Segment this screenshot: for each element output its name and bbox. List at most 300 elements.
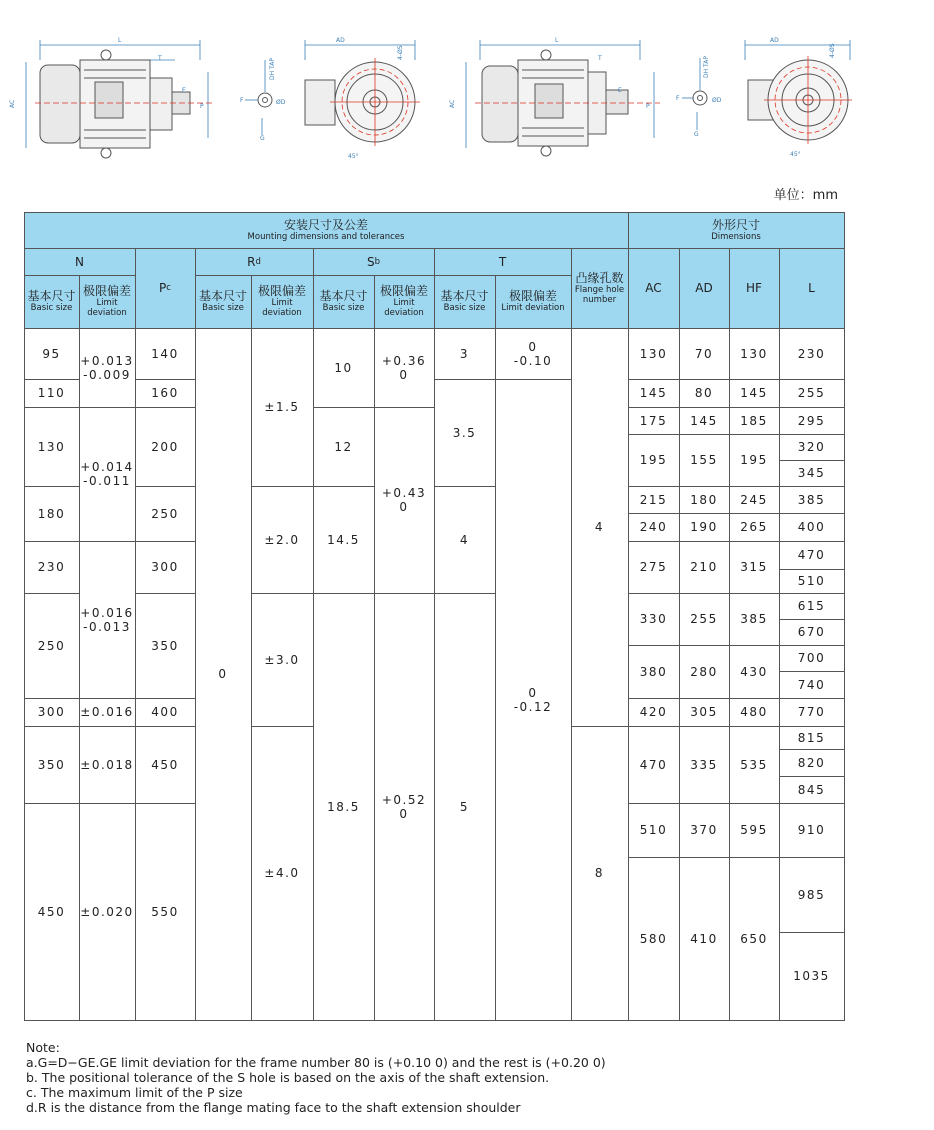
AD-value: 280	[690, 664, 718, 679]
dim-label-DHTAP-left: DH TAP	[269, 58, 276, 80]
L-cell	[779, 460, 845, 487]
dim-label-angle-right: 45°	[790, 151, 801, 158]
L-cell	[779, 619, 845, 646]
T-dev-lower: -0.10	[513, 353, 553, 368]
mounting-header	[24, 212, 629, 249]
header-R-basic	[195, 275, 252, 329]
N-dev-cell	[79, 328, 136, 408]
AD-value: 335	[690, 757, 718, 772]
L-value: 345	[797, 466, 826, 480]
T-basic-cell	[434, 593, 496, 1021]
L-cell	[779, 434, 845, 461]
header-S-sup: b	[374, 256, 381, 267]
HF-cell	[729, 726, 780, 804]
HF-cell	[729, 857, 780, 1021]
N-basic-value: 180	[37, 506, 66, 521]
L-cell	[779, 698, 845, 727]
dim-label-F-left: F	[240, 97, 244, 104]
AD-cell	[679, 486, 730, 514]
S-dev-upper: +0.43	[381, 486, 427, 500]
header-N-basic-en: Basic size	[30, 303, 73, 313]
L-cell	[779, 645, 845, 672]
header-T-limit-en: Limit deviation	[501, 303, 565, 313]
L-value: 255	[797, 386, 826, 400]
dimension-table	[24, 212, 844, 1020]
L-value: 320	[797, 440, 826, 454]
N-dev-lower: -0.009	[83, 367, 131, 382]
N-dev-lower: -0.011	[83, 474, 131, 488]
header-T-basic	[434, 275, 496, 329]
note-c: c. The maximum limit of the P size	[26, 1085, 243, 1100]
note-d: d.R is the distance from the flange mating face to the shaft extension shoulder	[26, 1100, 521, 1115]
L-value: 385	[797, 492, 826, 507]
header-S-limit-en: Limit deviation	[384, 298, 424, 318]
header-R-limit	[251, 275, 314, 329]
header-S-basic-en: Basic size	[322, 303, 365, 313]
L-cell	[779, 486, 845, 514]
dim-label-L-right: L	[555, 37, 559, 44]
N-basic-value: 130	[37, 439, 66, 454]
R-dev-value: ±2.0	[264, 532, 300, 547]
header-S-limit	[374, 275, 435, 329]
L-value: 820	[797, 755, 826, 770]
HF-cell	[729, 593, 780, 646]
header-N-basic	[24, 275, 80, 329]
L-value: 845	[797, 782, 826, 797]
AC-value: 510	[639, 823, 668, 837]
L-value: 815	[797, 730, 826, 745]
N-basic-value: 300	[37, 705, 66, 719]
S-dev-cell	[374, 407, 435, 594]
dim-label-F-right: F	[676, 95, 680, 102]
L-value: 295	[797, 413, 826, 428]
T-basic-value: 5	[459, 799, 470, 814]
S-basic-cell	[313, 593, 375, 1021]
S-basic-cell	[313, 407, 375, 487]
T-basic-cell	[434, 328, 496, 380]
AC-value: 130	[639, 346, 668, 361]
N-basic-cell	[24, 593, 80, 699]
HF-value: 195	[740, 453, 768, 467]
header-S-limit-zh: 极限偏差	[379, 284, 428, 298]
AC-value: 275	[639, 560, 668, 574]
L-cell	[779, 593, 845, 620]
S-dev-cell	[374, 328, 435, 408]
P-value: 450	[151, 757, 179, 772]
notes-section	[26, 1040, 606, 1115]
N-basic-cell	[24, 803, 80, 1021]
T-dev-cell	[495, 328, 572, 380]
AC-cell	[628, 593, 680, 646]
L-value: 510	[797, 574, 826, 588]
flange-holes-cell	[571, 328, 629, 727]
dim-label-D-right: ØD	[712, 97, 722, 104]
T-basic-value: 4	[459, 532, 470, 547]
header-R-sup: d	[255, 256, 261, 267]
R-dev-cell	[251, 328, 314, 487]
T-dev-cell	[495, 379, 572, 1021]
motor-drawings	[0, 0, 934, 180]
AD-value: 180	[690, 492, 718, 507]
L-value: 770	[797, 705, 826, 719]
N-basic-cell	[24, 726, 80, 804]
P-cell	[135, 803, 196, 1021]
AC-cell	[628, 513, 680, 542]
mounting-header-zh: 安装尺寸及公差	[283, 217, 368, 232]
AD-cell	[679, 803, 730, 858]
T-basic-cell	[434, 486, 496, 594]
HF-cell	[729, 541, 780, 594]
header-N-limit-en: Limit deviation	[87, 298, 127, 318]
N-dev-upper: +0.016	[80, 605, 134, 620]
header-T-basic-zh: 基本尺寸	[440, 289, 489, 303]
N-basic-cell	[24, 541, 80, 594]
N-dev-upper: +0.014	[80, 460, 134, 474]
S-dev-upper: +0.36	[381, 353, 427, 368]
AC-value: 580	[639, 931, 668, 946]
HF-value: 245	[740, 492, 768, 507]
AD-value: 80	[694, 386, 714, 400]
dim-label-AD-right: AD	[770, 37, 779, 44]
L-value: 700	[797, 651, 826, 665]
L-value: 1035	[793, 969, 830, 983]
header-AD	[679, 248, 730, 329]
AC-cell	[628, 645, 680, 699]
AD-cell	[679, 593, 730, 646]
L-cell	[779, 513, 845, 542]
HF-value: 185	[740, 413, 768, 428]
AD-cell	[679, 407, 730, 435]
AC-value: 145	[639, 386, 668, 400]
R-dev-cell	[251, 726, 314, 1021]
T-dev-upper: 0	[528, 339, 538, 354]
AD-cell	[679, 379, 730, 408]
notes-title: Note:	[26, 1040, 60, 1055]
header-AC-text: AC	[645, 281, 662, 295]
header-R	[195, 248, 314, 276]
P-cell	[135, 726, 196, 804]
dim-label-E-left: E	[182, 87, 186, 94]
P-cell	[135, 407, 196, 487]
P-value: 250	[151, 506, 179, 521]
HF-value: 650	[740, 931, 768, 946]
N-basic-value: 250	[37, 638, 66, 653]
dim-label-AD-left: AD	[336, 37, 345, 44]
HF-value: 315	[740, 560, 768, 574]
AC-cell	[628, 857, 680, 1021]
L-cell	[779, 932, 845, 1021]
header-P-sup: c	[166, 283, 171, 293]
AD-value: 255	[690, 612, 718, 626]
header-T-limit	[495, 275, 572, 329]
S-dev-lower: 0	[399, 806, 409, 821]
L-cell	[779, 541, 845, 570]
S-dev-lower: 0	[399, 500, 409, 514]
L-cell	[779, 857, 845, 933]
R-dev-cell	[251, 593, 314, 727]
P-cell	[135, 328, 196, 380]
T-dev-upper: 0	[528, 685, 538, 700]
header-R-limit-en: Limit deviation	[262, 298, 302, 318]
AC-value: 380	[639, 664, 668, 679]
header-S	[313, 248, 435, 276]
HF-value: 480	[740, 705, 768, 719]
AC-value: 215	[639, 492, 668, 507]
AD-value: 70	[694, 346, 714, 361]
N-dev-value: ±0.020	[80, 904, 134, 919]
P-value: 550	[151, 904, 179, 919]
AD-cell	[679, 726, 730, 804]
S-basic-value: 10	[334, 360, 353, 375]
dim-label-AC-right: AC	[449, 99, 456, 108]
AC-cell	[628, 803, 680, 858]
HF-cell	[729, 698, 780, 727]
T-dev-lower: -0.12	[513, 699, 553, 714]
AD-value: 155	[690, 453, 718, 467]
header-T-basic-en: Basic size	[443, 303, 486, 313]
R-dev-value: ±3.0	[264, 652, 300, 667]
header-N	[24, 248, 136, 276]
S-dev-lower: 0	[399, 367, 409, 382]
S-basic-value: 12	[334, 439, 353, 454]
L-value: 985	[797, 887, 826, 902]
AD-value: 305	[690, 705, 718, 719]
dim-label-DHTAP-right: DH TAP	[703, 56, 710, 78]
header-AC	[628, 248, 680, 329]
L-cell	[779, 379, 845, 408]
N-basic-cell	[24, 328, 80, 380]
N-dev-lower: -0.013	[83, 619, 131, 634]
dim-label-E-right: E	[618, 87, 622, 94]
AD-cell	[679, 645, 730, 699]
header-N-limit	[79, 275, 136, 329]
header-N-basic-zh: 基本尺寸	[27, 289, 76, 303]
HF-value: 430	[740, 664, 768, 679]
mounting-header-en: Mounting dimensions and tolerances	[247, 231, 405, 242]
R-dev-value: ±4.0	[264, 866, 300, 880]
dimensions-header	[628, 212, 845, 249]
header-AD-text: AD	[695, 281, 713, 295]
header-HF-text: HF	[746, 281, 762, 295]
P-cell	[135, 541, 196, 594]
note-a: a.G=D−GE.GE limit deviation for the frame number 80 is (+0.10 0) and the rest is (+0.20 0)	[26, 1055, 606, 1070]
dimensions-header-en: Dimensions	[711, 231, 761, 242]
header-P-text: P	[159, 281, 167, 295]
AD-cell	[679, 328, 730, 380]
AD-value: 410	[690, 931, 718, 946]
dim-label-P-left: P	[200, 103, 204, 110]
S-basic-cell	[313, 328, 375, 408]
AC-value: 420	[639, 705, 668, 719]
HF-cell	[729, 645, 780, 699]
header-S-basic-zh: 基本尺寸	[319, 289, 368, 303]
HF-value: 265	[740, 520, 768, 534]
P-value: 300	[151, 560, 179, 574]
AC-cell	[628, 541, 680, 594]
P-cell	[135, 698, 196, 727]
dim-label-P-right: P	[646, 103, 650, 110]
header-flange-zh: 凸缘孔数	[575, 270, 624, 285]
T-basic-value: 3	[459, 346, 470, 361]
AD-cell	[679, 857, 730, 1021]
L-cell	[779, 726, 845, 750]
header-R-limit-zh: 极限偏差	[257, 284, 306, 298]
R-dev-cell	[251, 486, 314, 594]
T-basic-cell	[434, 379, 496, 487]
dim-label-T-left: T	[158, 55, 162, 62]
AC-cell	[628, 407, 680, 435]
L-cell	[779, 671, 845, 699]
N-basic-cell	[24, 379, 80, 408]
L-cell	[779, 803, 845, 858]
HF-value: 385	[740, 612, 768, 626]
L-value: 230	[797, 346, 826, 361]
P-value: 140	[151, 346, 179, 361]
header-R-text: R	[247, 254, 256, 269]
P-value: 160	[151, 386, 179, 400]
P-value: 400	[151, 705, 179, 719]
P-value: 200	[151, 439, 179, 454]
dimensions-header-zh: 外形尺寸	[711, 217, 760, 232]
N-dev-cell	[79, 803, 136, 1021]
L-cell	[779, 328, 845, 380]
AC-cell	[628, 486, 680, 514]
N-basic-cell	[24, 698, 80, 727]
AD-value: 190	[690, 520, 718, 534]
dim-label-G-left: G	[260, 135, 265, 142]
L-value: 615	[797, 599, 826, 613]
HF-cell	[729, 328, 780, 380]
dim-label-D-left: ØD	[276, 99, 286, 106]
header-S-basic	[313, 275, 375, 329]
L-value: 670	[797, 625, 826, 639]
P-cell	[135, 379, 196, 408]
dim-label-T-right: T	[598, 55, 602, 62]
AC-value: 470	[639, 757, 668, 772]
N-basic-cell	[24, 407, 80, 487]
HF-value: 130	[740, 346, 768, 361]
P-cell	[135, 486, 196, 542]
S-basic-value: 18.5	[327, 799, 360, 814]
header-flange-en1: Flange hole	[574, 284, 625, 295]
dim-label-L-left: L	[118, 37, 122, 44]
AC-value: 330	[639, 612, 668, 626]
header-N-limit-zh: 极限偏差	[82, 284, 131, 298]
header-P	[135, 248, 196, 329]
HF-cell	[729, 434, 780, 487]
header-N-text: N	[75, 254, 84, 269]
HF-value: 595	[740, 823, 768, 837]
N-dev-upper: +0.013	[80, 353, 134, 368]
R-basic-value: 0	[218, 667, 228, 681]
L-cell	[779, 749, 845, 777]
note-b: b. The positional tolerance of the S hole is based on the axis of the shaft extension.	[26, 1070, 550, 1085]
AD-cell	[679, 541, 730, 594]
flange-holes-value: 4	[594, 520, 605, 534]
T-basic-value: 3.5	[452, 425, 477, 440]
header-R-basic-en: Basic size	[202, 303, 244, 313]
header-T-limit-zh: 极限偏差	[508, 289, 557, 303]
HF-cell	[729, 379, 780, 408]
N-basic-value: 450	[37, 904, 66, 919]
L-cell	[779, 407, 845, 435]
P-value: 350	[151, 638, 179, 653]
AC-value: 175	[639, 413, 668, 428]
N-dev-value: ±0.018	[80, 757, 134, 772]
AD-value: 370	[690, 823, 718, 837]
HF-cell	[729, 407, 780, 435]
L-value: 740	[797, 677, 826, 692]
L-value: 400	[797, 520, 826, 534]
header-L-text: L	[808, 281, 815, 295]
N-dev-cell	[79, 698, 136, 727]
header-L	[779, 248, 845, 329]
L-value: 470	[797, 548, 826, 562]
HF-cell	[729, 803, 780, 858]
AD-value: 210	[690, 560, 718, 574]
S-dev-cell	[374, 593, 435, 1021]
N-basic-value: 95	[42, 346, 61, 361]
N-basic-cell	[24, 486, 80, 542]
R-basic-cell	[195, 328, 252, 1021]
N-dev-cell	[79, 726, 136, 804]
unit-label: 单位：mm	[773, 188, 838, 203]
dim-label-S-left: 4-ØS	[397, 45, 404, 60]
N-dev-cell	[79, 541, 136, 699]
S-dev-upper: +0.52	[381, 792, 427, 807]
AD-cell	[679, 513, 730, 542]
AD-value: 145	[690, 413, 718, 428]
HF-value: 145	[740, 386, 768, 400]
AC-value: 195	[639, 453, 668, 467]
header-flange-en2: number	[582, 294, 617, 305]
dim-label-G-right: G	[694, 131, 699, 138]
L-cell	[779, 776, 845, 804]
dim-label-AC-left: AC	[9, 99, 16, 108]
N-dev-value: ±0.016	[80, 705, 134, 719]
R-dev-value: ±1.5	[264, 400, 300, 414]
AD-cell	[679, 434, 730, 487]
L-cell	[779, 569, 845, 594]
HF-cell	[729, 513, 780, 542]
HF-value: 535	[740, 757, 768, 772]
flange-holes-cell	[571, 726, 629, 1021]
HF-cell	[729, 486, 780, 514]
header-T	[434, 248, 572, 276]
header-T-text: T	[498, 254, 507, 269]
S-basic-value: 14.5	[327, 532, 360, 547]
motor-drawing-svg	[0, 0, 934, 180]
header-HF	[729, 248, 780, 329]
N-basic-value: 350	[37, 757, 66, 772]
AC-value: 240	[639, 520, 668, 534]
AC-cell	[628, 328, 680, 380]
AC-cell	[628, 698, 680, 727]
AC-cell	[628, 379, 680, 408]
AD-cell	[679, 698, 730, 727]
header-S-text: S	[366, 254, 375, 269]
dim-label-angle-left: 45°	[348, 153, 359, 160]
P-cell	[135, 593, 196, 699]
header-R-basic-zh: 基本尺寸	[198, 289, 247, 303]
AC-cell	[628, 726, 680, 804]
N-basic-value: 230	[37, 560, 66, 574]
L-value: 910	[797, 823, 826, 837]
S-basic-cell	[313, 486, 375, 594]
N-dev-cell	[79, 407, 136, 542]
flange-holes-value: 8	[594, 866, 605, 880]
header-flange-holes	[571, 248, 629, 329]
